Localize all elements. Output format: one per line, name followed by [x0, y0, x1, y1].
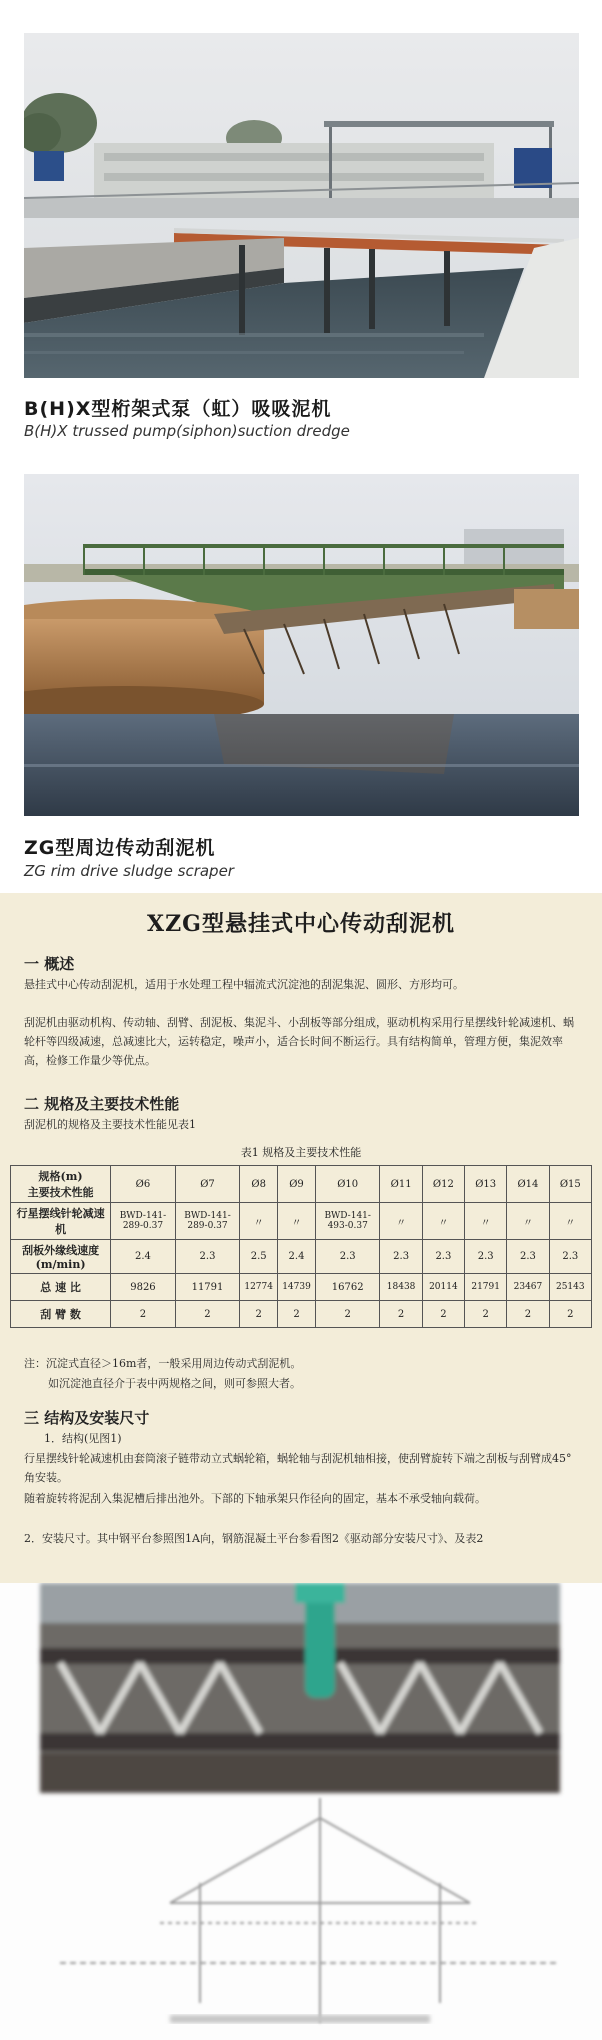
table-cell: Ø10	[315, 1166, 380, 1203]
table-row	[11, 1301, 592, 1328]
table-note-2: 如沉淀池直径介于表中两规格之间，则可参照大者。	[48, 1377, 301, 1390]
section-overview-title: 一 概述	[24, 955, 75, 973]
photo-truss-dredge-image	[24, 33, 579, 378]
section-spec-p1: 刮泥机的规格及主要技术性能见表1	[24, 1118, 196, 1131]
table-cell: 〃	[465, 1203, 507, 1240]
section-structure-p1: 1．结构(见图1)	[44, 1432, 122, 1445]
table-row	[11, 1274, 592, 1301]
spec-table	[10, 1165, 592, 1328]
doc-title: XZG型悬挂式中心传动刮泥机	[147, 911, 455, 937]
table-cell: Ø14	[507, 1166, 549, 1203]
table-cell: 25143	[549, 1274, 591, 1301]
table-cell: 2.4	[278, 1240, 316, 1274]
table-cell: 2	[315, 1301, 380, 1328]
section-overview-p2: 刮泥机由驱动机构、传动轴、刮臂、刮泥板、集泥斗、小刮板等部分组成，驱动机构采用行星摆线针轮减速机、蜗轮杆等四级减速，总减速比大，运转稳定，噪声小，适合长时间不断运行。具有结构简单，管理方便，集泥效率高，检修工作量少等优点。	[24, 1016, 574, 1067]
table-cell: Ø15	[549, 1166, 591, 1203]
table-cell: 2.3	[549, 1240, 591, 1274]
table-cell: 9826	[111, 1274, 176, 1301]
table-cell: 2.3	[175, 1240, 240, 1274]
section-spec-title: 二 规格及主要技术性能	[24, 1095, 180, 1113]
table-cell: 2	[549, 1301, 591, 1328]
table-note-1: 注：沉淀式直径＞16m者，一般采用周边传动式刮泥机。	[24, 1357, 302, 1370]
table-cell: 18438	[380, 1274, 422, 1301]
table-cell: Ø8	[240, 1166, 278, 1203]
table-cell: 2	[240, 1301, 278, 1328]
table-cell: 2.3	[465, 1240, 507, 1274]
table-cell: 12774	[240, 1274, 278, 1301]
table-cell: 〃	[507, 1203, 549, 1240]
table-cell: 2	[507, 1301, 549, 1328]
structure-drawing	[0, 1583, 602, 2040]
photo2-caption-cn: ZG型周边传动刮泥机	[24, 837, 216, 859]
table-row-label: 刮 臂 数	[11, 1301, 111, 1328]
table-cell: BWD-141-289-0.37	[175, 1203, 240, 1240]
photo-rim-scraper-image	[24, 474, 579, 816]
table-cell: 2.3	[422, 1240, 464, 1274]
table-cell: Ø13	[465, 1166, 507, 1203]
table-row	[11, 1240, 592, 1274]
photo-truss-dredge	[24, 33, 579, 378]
table-cell: Ø11	[380, 1166, 422, 1203]
table-cell: 2.3	[507, 1240, 549, 1274]
table-cell: 2	[422, 1301, 464, 1328]
table-cell: 〃	[380, 1203, 422, 1240]
table-row	[11, 1166, 592, 1203]
table-cell: BWD-141-493-0.37	[315, 1203, 380, 1240]
table-cell: 〃	[422, 1203, 464, 1240]
table-cell: BWD-141-289-0.37	[111, 1203, 176, 1240]
photo1-caption-cn: B(H)X型桁架式泵（虹）吸吸泥机	[24, 398, 332, 420]
table-cell: 21791	[465, 1274, 507, 1301]
table-cell: 20114	[422, 1274, 464, 1301]
table-cell: 2.5	[240, 1240, 278, 1274]
section-overview-p1: 悬挂式中心传动刮泥机，适用于水处理工程中辐流式沉淀池的刮泥集泥、圆形、方形均可。	[24, 978, 464, 991]
table-cell: 〃	[278, 1203, 316, 1240]
table-cell: Ø12	[422, 1166, 464, 1203]
table-caption: 表1 规格及主要技术性能	[240, 1146, 362, 1159]
table-cell: 2	[175, 1301, 240, 1328]
table-cell: 〃	[549, 1203, 591, 1240]
section-structure-p2: 行星摆线针轮减速机由套筒滚子链带动立式蜗轮箱，蜗轮轴与刮泥机轴相接，使刮臂旋转下端之刮板与刮臂成45°角安装。	[24, 1452, 572, 1484]
photo2-caption-en: ZG rim drive sludge scraper	[24, 862, 234, 880]
section-structure-title: 三 结构及安装尺寸	[24, 1409, 150, 1427]
table-cell: Ø7	[175, 1166, 240, 1203]
table-cell: 2	[465, 1301, 507, 1328]
table-cell: 2.3	[315, 1240, 380, 1274]
table-cell: 2	[278, 1301, 316, 1328]
table-cell: 23467	[507, 1274, 549, 1301]
table-row-label: 刮板外缘线速度(m/min)	[11, 1240, 111, 1274]
table-header-label: 规格(m) 主要技术性能	[11, 1166, 111, 1203]
table-cell: 2.4	[111, 1240, 176, 1274]
table-cell: Ø6	[111, 1166, 176, 1203]
table-row	[11, 1203, 592, 1240]
table-cell: Ø9	[278, 1166, 316, 1203]
spec-document	[0, 893, 602, 1583]
table-row-label: 总 速 比	[11, 1274, 111, 1301]
section-structure-p3: 随着旋转将泥刮入集泥槽后排出池外。下部的下轴承架只作径向的固定，基本不承受轴向载荷。	[24, 1492, 486, 1505]
table-row-label: 行星摆线针轮减速机	[11, 1203, 111, 1240]
section-structure-p4: 2．安装尺寸。其中钢平台参照图1A向，钢筋混凝土平台参看图2《驱动部分安装尺寸》、及表2	[24, 1532, 484, 1545]
structure-drawing-image	[0, 1583, 602, 2040]
table-cell: 2.3	[380, 1240, 422, 1274]
photo-rim-scraper	[24, 474, 579, 816]
photo1-caption-en: B(H)X trussed pump(siphon)suction dredge	[24, 422, 350, 440]
table-cell: 16762	[315, 1274, 380, 1301]
table-cell: 2	[111, 1301, 176, 1328]
table-cell: 11791	[175, 1274, 240, 1301]
table-cell: 2	[380, 1301, 422, 1328]
table-cell: 14739	[278, 1274, 316, 1301]
table-cell: 〃	[240, 1203, 278, 1240]
